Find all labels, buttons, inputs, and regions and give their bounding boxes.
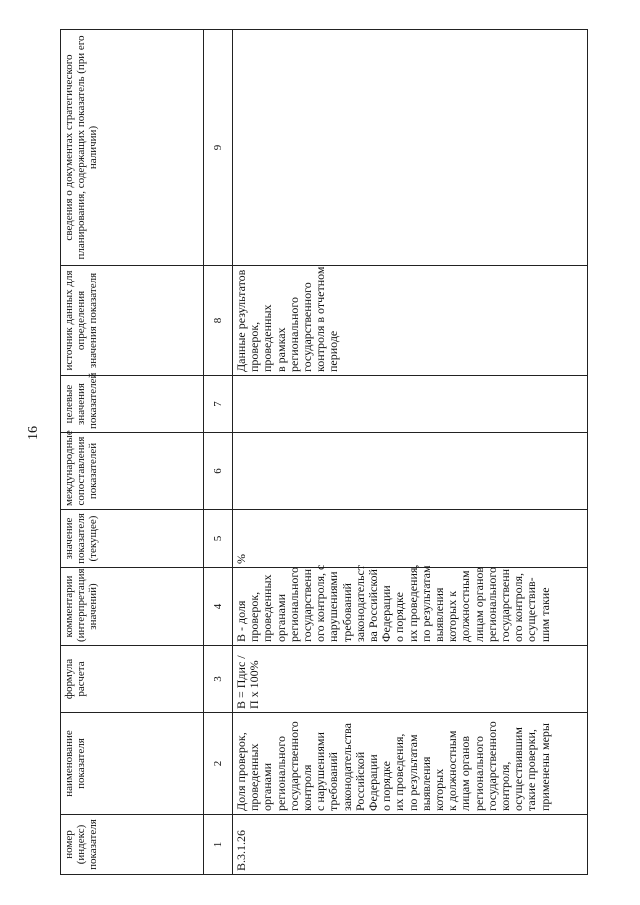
cell-text-line: по результатам — [418, 565, 433, 642]
cell-text-line: регионального — [471, 735, 486, 811]
cell-text-line: проверок, — [247, 591, 262, 642]
cell-text-line: Федерации — [379, 585, 394, 642]
header-target: целевые значения показателей — [61, 376, 204, 433]
header-comments: комментарии (интерпретация значений) — [61, 568, 204, 646]
cell-text-line: контроля в отчетном — [313, 266, 328, 372]
column-number: 5 — [204, 510, 233, 568]
cell-text-line: шим такие — [537, 587, 552, 642]
cell-text-line: государственного — [300, 282, 315, 372]
column-number: 1 — [204, 815, 233, 875]
cell-text-line: государственного — [484, 721, 499, 811]
column-number: 2 — [204, 713, 233, 815]
column-number: 4 — [204, 568, 233, 646]
indicator-index: В.3.1.26 — [233, 815, 588, 875]
cell-text-line: осуществив- — [524, 577, 539, 642]
cell-text-line: контроля, — [498, 761, 513, 811]
cell-text-line: законодательст — [352, 564, 367, 642]
cell-text-line: лицам органов — [471, 566, 486, 642]
cell-text-line: нарушениями — [326, 571, 341, 642]
cell-text-line: требований — [339, 583, 354, 642]
cell-text-line: о порядке — [392, 592, 407, 642]
indicator-formula — [233, 646, 588, 713]
cell-text-line: государственн — [300, 568, 315, 642]
cell-text-line: требований — [326, 752, 341, 811]
cell-text-line: которых — [432, 768, 447, 811]
cell-text-line: Данные результатов — [234, 269, 248, 372]
cell-text-line: регионального — [286, 566, 301, 642]
indicator-current-value: % — [233, 510, 588, 568]
cell-text-line: ого контроля, — [511, 572, 526, 642]
cell-text-line: Доля проверок, — [234, 732, 248, 811]
indicator-international — [233, 433, 588, 510]
cell-text-line: В - доля — [234, 600, 248, 642]
header-source: источник данных для определения значения показателя — [61, 266, 204, 376]
cell-text-line: государственного — [286, 721, 301, 811]
cell-text-line: о порядке — [379, 761, 394, 811]
page-number: 16 — [26, 426, 41, 440]
column-number: 6 — [204, 433, 233, 510]
cell-text-line: применены меры — [537, 723, 552, 811]
column-number: 8 — [204, 266, 233, 376]
cell-text-line: по результатам — [405, 734, 420, 811]
rotated-table-sheet — [60, 30, 594, 875]
column-number: 3 — [204, 646, 233, 713]
indicator-source — [233, 266, 588, 376]
indicator-target — [233, 376, 588, 433]
table-row — [233, 30, 588, 875]
cell-text-line: проведенных — [260, 304, 275, 372]
cell-text-line: П х 100% — [247, 660, 262, 709]
header-name: наименование показателя — [61, 713, 204, 815]
cell-text-line: ого контроля, с — [313, 564, 328, 642]
cell-text-line: органами — [273, 593, 288, 642]
cell-text-line: проведенных — [260, 574, 275, 642]
indicator-table — [60, 29, 588, 875]
cell-text-line: контроля — [300, 764, 315, 811]
cell-text-line: проверок, — [247, 321, 262, 372]
cell-text-line: их проведения, — [405, 564, 420, 642]
cell-text-line: В = Пдис / — [234, 655, 248, 709]
cell-text-line: регионального — [484, 566, 499, 642]
cell-text-line: которых к — [445, 590, 460, 642]
cell-text-line: Федерации — [366, 754, 381, 811]
cell-text-line: лицам органов — [458, 735, 473, 811]
header-index: номер (индекс) показателя — [61, 815, 204, 875]
cell-text-line: осуществившим — [511, 727, 526, 811]
column-number-row — [204, 30, 233, 875]
header-international: международные сопоставления показателей — [61, 433, 204, 510]
cell-text-line: регионального — [273, 735, 288, 811]
cell-text-line: к должностным — [445, 730, 460, 811]
cell-text-line: с нарушениями — [313, 732, 328, 811]
cell-text-line: должностным — [458, 570, 473, 642]
cell-text-line: регионального — [286, 296, 301, 372]
cell-text-line: в рамках — [273, 327, 288, 372]
cell-text-line: выявления — [432, 587, 447, 642]
cell-text-line: органами — [260, 762, 275, 811]
header-formula: формула расчета — [61, 646, 204, 713]
cell-text-line: такие проверки, — [524, 729, 539, 811]
table-header-row — [61, 30, 204, 875]
header-current-value: значение показателя (текущее) — [61, 510, 204, 568]
column-number: 9 — [204, 30, 233, 266]
column-number: 7 — [204, 376, 233, 433]
indicator-name — [233, 713, 588, 815]
cell-text-line: законодательства — [339, 723, 354, 811]
cell-text-line: ва Российской — [366, 569, 381, 642]
cell-text-line: проведенных — [247, 743, 262, 811]
header-documents: сведения о документах стратегического планирования, содержащих показатель (при его наличии) — [61, 30, 204, 266]
cell-text-line: Российской — [352, 751, 367, 811]
cell-text-line: их проведения, — [392, 733, 407, 811]
cell-text-line: государственн — [498, 568, 513, 642]
cell-text-line: периоде — [326, 330, 341, 372]
cell-text-line: выявления — [418, 756, 433, 811]
indicator-comment — [233, 564, 588, 646]
indicator-documents — [233, 30, 588, 266]
